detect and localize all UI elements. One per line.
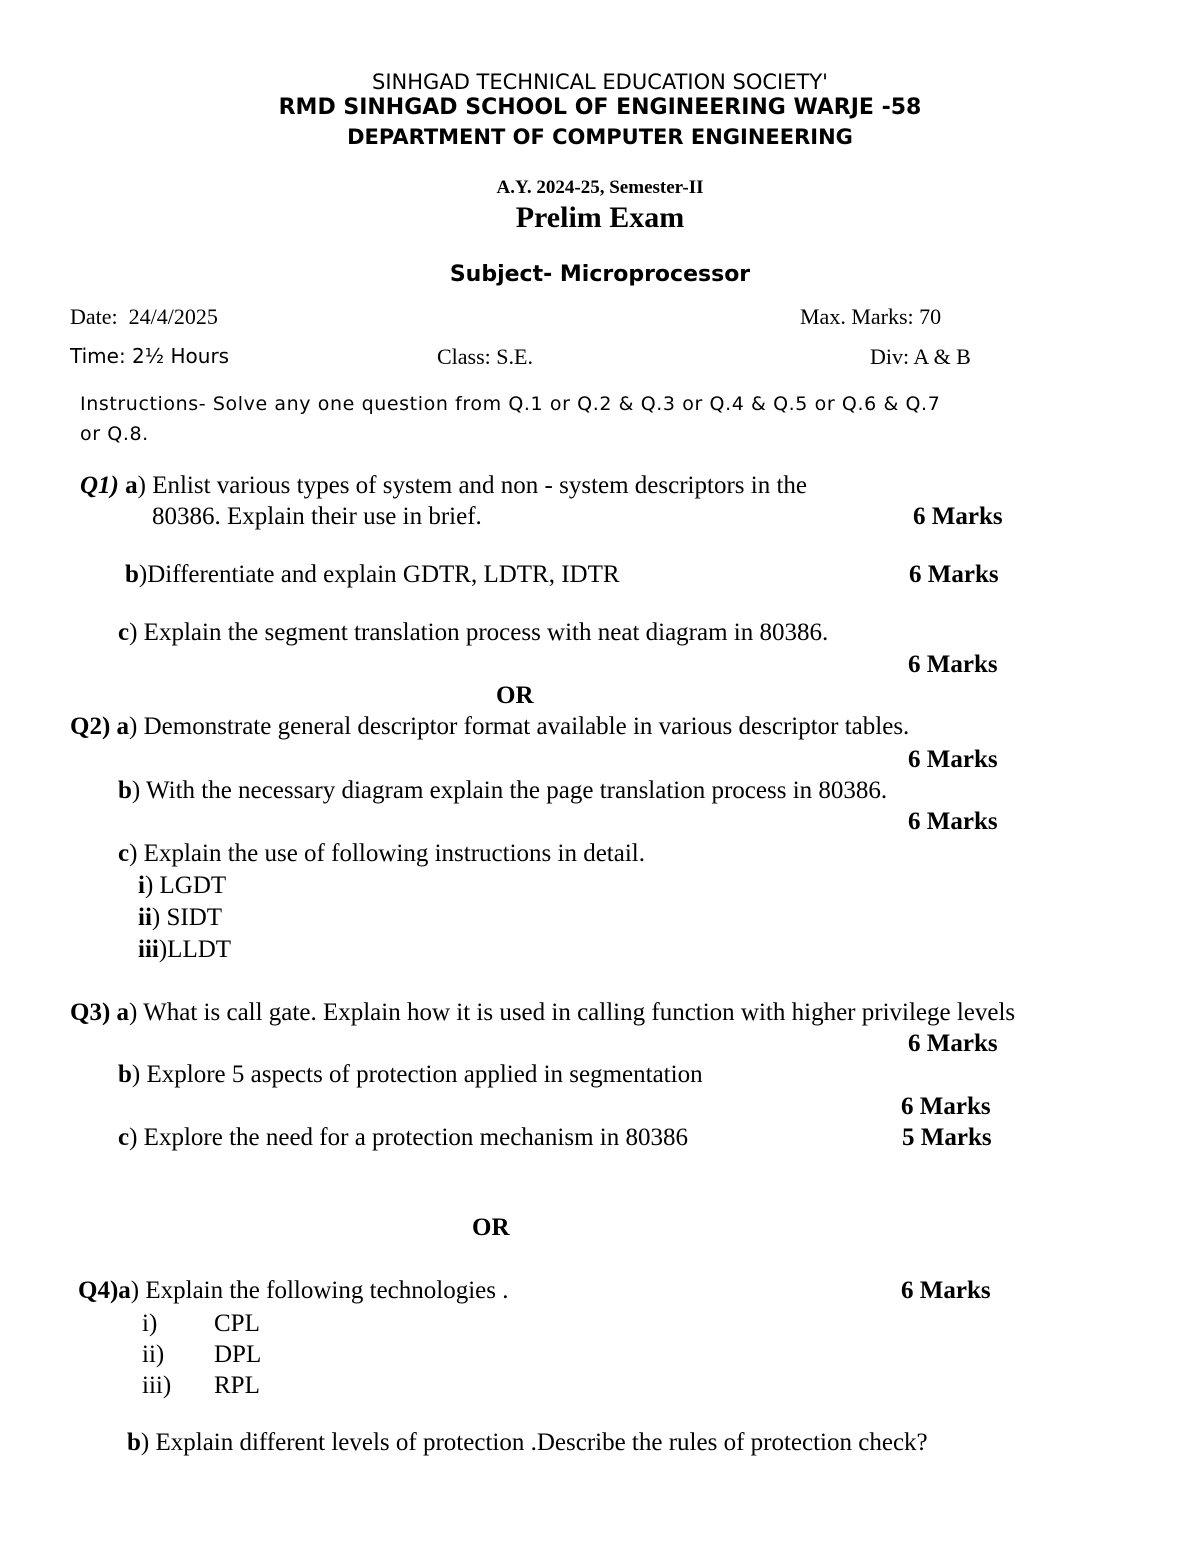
q3-part-c: [118, 1124, 688, 1152]
q4-item-number: i): [142, 1310, 158, 1337]
q4-item-rpl: RPL: [214, 1372, 260, 1399]
q4-a-label: a: [118, 1277, 131, 1304]
q1-c-label: c: [118, 619, 130, 646]
q2-item-sidt: [138, 904, 222, 932]
q4-a-text: ) Explain the following technologies .: [130, 1277, 509, 1304]
q1-a-marks: 6 Marks: [913, 503, 1003, 530]
q2-item-lldt: [138, 936, 231, 964]
q4-number: Q4): [78, 1277, 119, 1304]
q1-part-b: [125, 561, 620, 589]
q3-part-b: [118, 1061, 703, 1089]
q4-item-number: ii): [142, 1341, 165, 1368]
max-marks: Max. Marks: 70: [800, 304, 942, 329]
q2-item-label: ii: [138, 904, 152, 931]
instructions-line-1: Instructions- Solve any one question from Q.1 or Q.2 & Q.3 or Q.4 & Q.5 or Q.6 & Q.7: [80, 393, 941, 415]
q4-item-dpl: DPL: [214, 1341, 262, 1368]
q2-item-label: i: [138, 872, 145, 899]
date-value: 24/4/2025: [128, 304, 218, 329]
q1-c-marks: 6 Marks: [908, 651, 998, 678]
department-name: DEPARTMENT OF COMPUTER ENGINEERING: [347, 125, 853, 149]
q2-item-text: ) LGDT: [144, 872, 227, 899]
q2-a-marks: 6 Marks: [908, 746, 998, 773]
q3-number: Q3): [70, 999, 111, 1026]
subject-line: Subject- Microprocessor: [449, 262, 751, 287]
q2-b-label: b: [118, 777, 132, 804]
or-separator-1: OR: [496, 682, 534, 709]
q1-b-marks: 6 Marks: [909, 561, 999, 588]
q1-a-text: ) Enlist various types of system and non - system descriptors in the: [137, 472, 807, 499]
q2-item-label: iii: [138, 936, 159, 963]
instructions-line-2: or Q.8.: [80, 423, 149, 445]
q3-b-label: b: [118, 1061, 132, 1088]
q2-a-label: a: [116, 713, 130, 740]
division-field: Div: A & B: [870, 344, 971, 369]
q2-c-text: ) Explain the use of following instructions in detail.: [129, 840, 645, 867]
school-name: RMD SINHGAD SCHOOL OF ENGINEERING WARJE -58: [278, 95, 922, 120]
q1-b-label: b: [125, 561, 139, 588]
class-field: Class: S.E.: [437, 344, 533, 369]
q3-c-marks: 5 Marks: [902, 1124, 992, 1151]
q1-number: Q1): [80, 472, 119, 499]
q3-a-label: a: [116, 999, 130, 1026]
q3-a-text: ) What is call gate. Explain how it is used in calling function with higher privilege levels: [129, 999, 1016, 1026]
q2-number: Q2): [70, 713, 111, 740]
q4-item-cpl: CPL: [214, 1310, 260, 1337]
q2-item-text: ) SIDT: [151, 904, 223, 931]
q3-c-text: ) Explore the need for a protection mechanism in 80386: [129, 1124, 688, 1151]
date-label: Date:: [70, 304, 118, 329]
exam-time: Time: 2½ Hours: [70, 344, 230, 368]
q2-item-lgdt: [138, 872, 226, 900]
academic-year: A.Y. 2024-25, Semester-II: [496, 177, 704, 198]
q1-part-c: [118, 619, 828, 647]
q2-part-a: [70, 713, 909, 741]
q2-c-label: c: [118, 840, 130, 867]
q2-part-b: [118, 777, 887, 805]
q4-b-text: ) Explain different levels of protection .Describe the rules of protection check?: [140, 1429, 928, 1456]
q3-a-marks: 6 Marks: [908, 1030, 998, 1057]
q4-a-marks: 6 Marks: [901, 1277, 991, 1304]
q4-item-number: iii): [142, 1372, 172, 1399]
q2-b-marks: 6 Marks: [908, 808, 998, 835]
date-field: [70, 304, 218, 330]
or-separator-2: OR: [472, 1214, 510, 1241]
q2-item-text: )LLDT: [158, 936, 232, 963]
q2-b-text: ) With the necessary diagram explain the page translation process in 80386.: [131, 777, 888, 804]
q1-part-a: [80, 472, 807, 500]
q3-part-a: [70, 999, 1015, 1027]
q1-c-text: ) Explain the segment translation process with neat diagram in 80386.: [129, 619, 829, 646]
q4-b-label: b: [127, 1429, 141, 1456]
society-name: SINHGAD TECHNICAL EDUCATION SOCIETY': [372, 70, 828, 94]
q3-c-label: c: [118, 1124, 130, 1151]
q3-b-text: ) Explore 5 aspects of protection applied in segmentation: [131, 1061, 703, 1088]
q1-a-label: a: [125, 472, 138, 499]
q1-a-text-continued: 80386. Explain their use in brief.: [152, 503, 482, 530]
q4-part-a: [78, 1277, 508, 1305]
q3-b-marks: 6 Marks: [901, 1093, 991, 1120]
q1-b-text: )Differentiate and explain GDTR, LDTR, IDTR: [138, 561, 620, 588]
q2-a-text: ) Demonstrate general descriptor format available in various descriptor tables.: [129, 713, 910, 740]
exam-title: Prelim Exam: [515, 201, 685, 234]
q4-part-b: [127, 1429, 928, 1457]
q2-part-c: [118, 840, 645, 868]
